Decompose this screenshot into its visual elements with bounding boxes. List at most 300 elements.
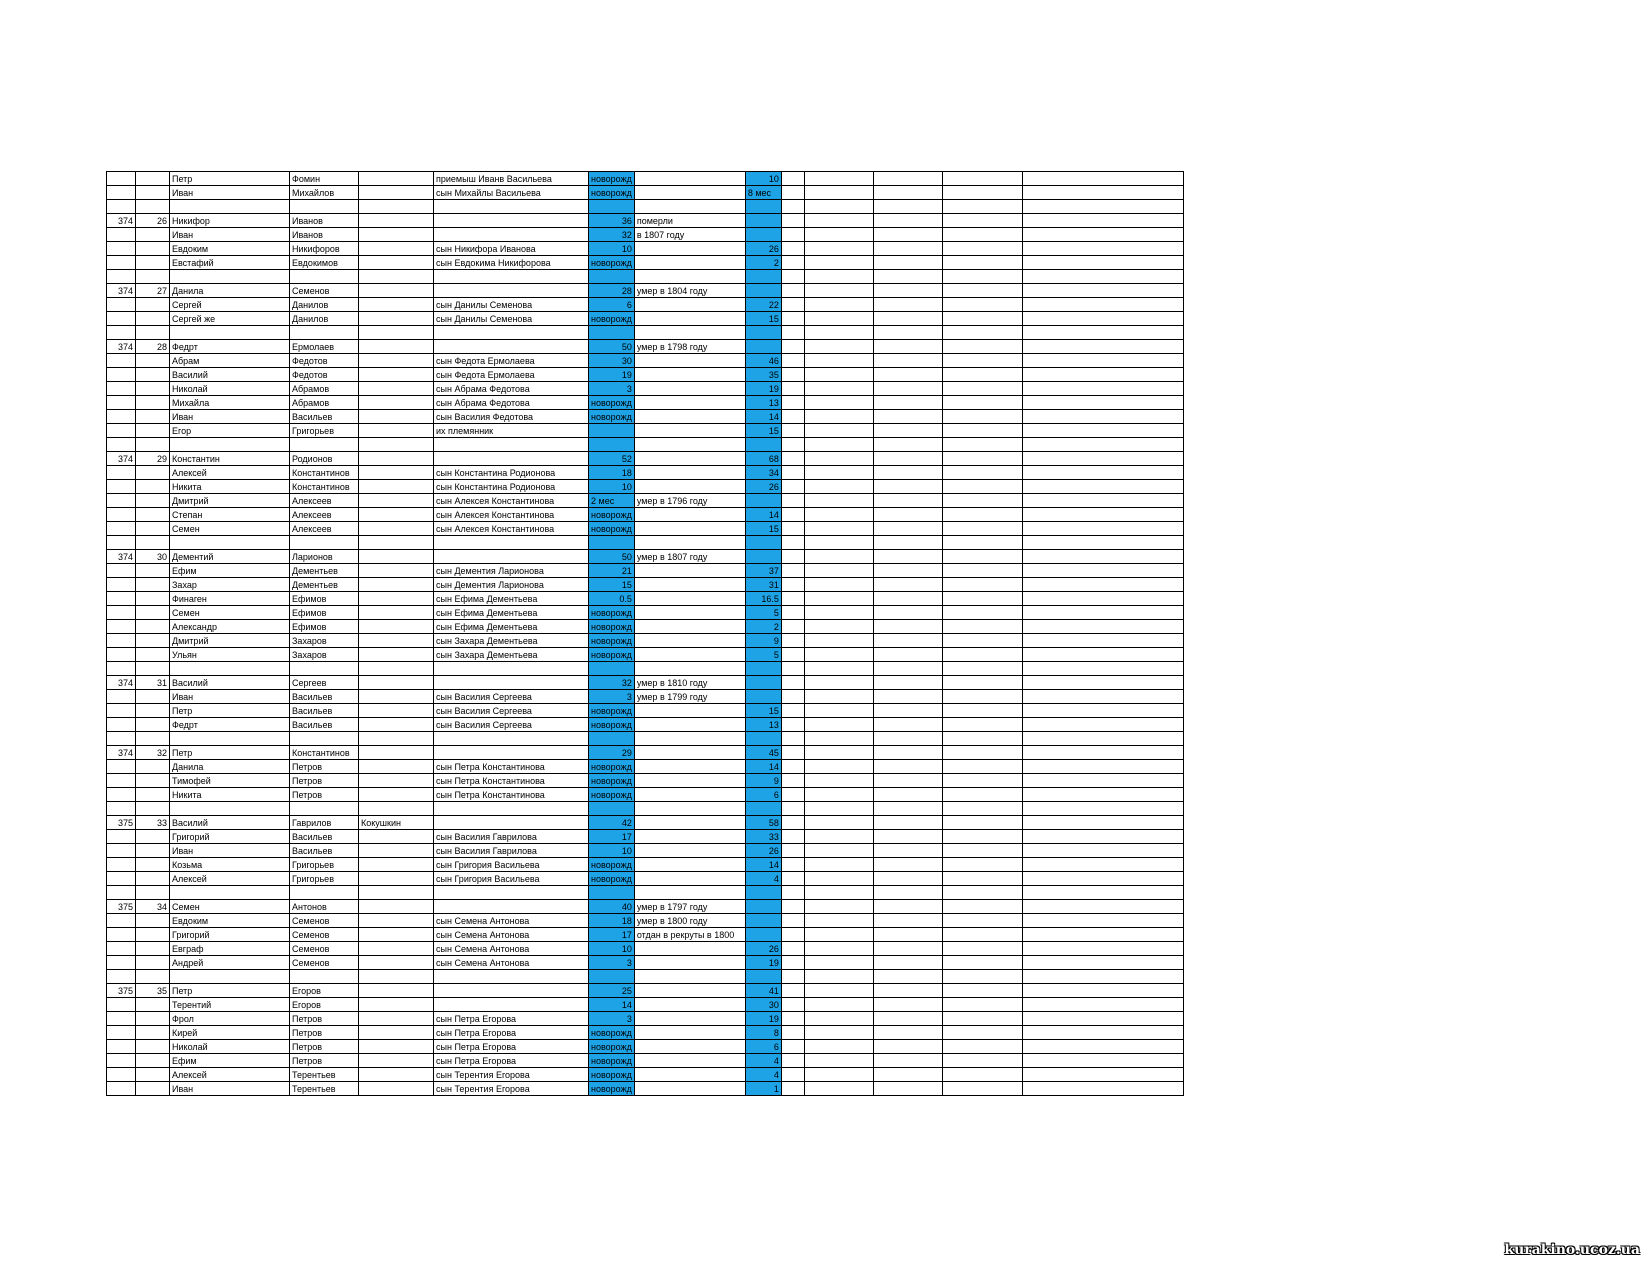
age-1811-cell <box>745 760 781 774</box>
cell-text: 374 <box>117 551 133 562</box>
table-row <box>107 368 1184 382</box>
cell-text: сын Захара Дементьева <box>436 635 538 646</box>
empty-cell <box>873 200 942 214</box>
relation-cell <box>434 298 589 312</box>
empty-cell <box>1022 186 1183 200</box>
cell-text: 10 <box>621 943 632 954</box>
age-1795-cell <box>589 214 635 228</box>
cell-text: 375 <box>117 817 133 828</box>
household-number-cell <box>136 382 170 396</box>
empty-cell <box>1022 802 1183 816</box>
cell-text: Константинов <box>292 481 350 492</box>
note-cell <box>634 746 745 760</box>
household-number-cell <box>136 242 170 256</box>
age-1795-cell <box>589 536 635 550</box>
empty-cell <box>942 550 1022 564</box>
surname-cell <box>359 788 434 802</box>
cell-text: 10 <box>621 845 632 856</box>
cell-text: сын Петра Константинова <box>436 775 545 786</box>
first-name-cell <box>170 326 290 340</box>
age-1811-cell <box>745 970 781 984</box>
surname-cell <box>359 830 434 844</box>
empty-cell <box>1022 256 1183 270</box>
note-cell <box>634 424 745 438</box>
surname-cell <box>359 704 434 718</box>
first-name-cell <box>170 242 290 256</box>
cell-text: Абрам <box>172 355 200 366</box>
empty-cell <box>781 424 804 438</box>
age-1811-cell <box>745 942 781 956</box>
cell-text: 16.5 <box>761 593 779 604</box>
empty-cell <box>942 788 1022 802</box>
empty-cell <box>942 592 1022 606</box>
empty-cell <box>873 382 942 396</box>
age-1795-cell <box>589 746 635 760</box>
first-name-cell <box>170 998 290 1012</box>
empty-cell <box>1022 592 1183 606</box>
relation-cell <box>434 186 589 200</box>
empty-cell <box>942 704 1022 718</box>
empty-cell <box>804 620 873 634</box>
cell-text: Захаров <box>292 649 327 660</box>
table-row <box>107 998 1184 1012</box>
patronymic-cell <box>290 340 359 354</box>
cell-text: Антонов <box>292 901 327 912</box>
cell-text: Иванов <box>292 229 323 240</box>
cell-text: 40 <box>621 901 632 912</box>
patronymic-cell <box>290 620 359 634</box>
empty-cell <box>942 746 1022 760</box>
empty-cell <box>873 298 942 312</box>
surname-cell <box>359 424 434 438</box>
relation-cell <box>434 270 589 284</box>
household-number-cell <box>136 802 170 816</box>
cell-text: Николай <box>172 1041 208 1052</box>
cell-text: Дементьев <box>292 579 338 590</box>
cell-text: 374 <box>117 677 133 688</box>
relation-cell <box>434 452 589 466</box>
cell-text: новорожд <box>591 1083 632 1094</box>
cell-text: 2 мес <box>591 495 615 506</box>
page-cell <box>107 760 136 774</box>
cell-text: Абрамов <box>292 383 330 394</box>
note-cell <box>634 718 745 732</box>
empty-cell <box>804 984 873 998</box>
cell-text: 21 <box>621 565 632 576</box>
empty-cell <box>804 284 873 298</box>
relation-cell <box>434 788 589 802</box>
empty-cell <box>942 956 1022 970</box>
surname-cell <box>359 1012 434 1026</box>
surname-cell <box>359 186 434 200</box>
table-row <box>107 578 1184 592</box>
first-name-cell <box>170 186 290 200</box>
empty-cell <box>942 508 1022 522</box>
cell-text: Кокушкин <box>361 817 401 828</box>
table-row <box>107 634 1184 648</box>
household-number-cell <box>136 1012 170 1026</box>
cell-text: 58 <box>768 817 779 828</box>
patronymic-cell <box>290 186 359 200</box>
note-cell <box>634 1054 745 1068</box>
age-1795-cell <box>589 760 635 774</box>
empty-cell <box>1022 312 1183 326</box>
surname-cell <box>359 494 434 508</box>
empty-cell <box>1022 662 1183 676</box>
empty-cell <box>942 648 1022 662</box>
empty-cell <box>804 522 873 536</box>
empty-cell <box>942 410 1022 424</box>
age-1811-cell <box>745 746 781 760</box>
page-cell <box>107 368 136 382</box>
cell-text: сын Петра Егорова <box>436 1013 517 1024</box>
patronymic-cell <box>290 494 359 508</box>
cell-text: 28 <box>621 285 632 296</box>
cell-text: сын Евдокима Никифорова <box>436 257 551 268</box>
empty-cell <box>942 186 1022 200</box>
household-number-cell <box>136 928 170 942</box>
cell-text: сын Алексея Константинова <box>436 509 555 520</box>
page-cell <box>107 606 136 620</box>
empty-cell <box>942 1026 1022 1040</box>
empty-cell <box>942 438 1022 452</box>
household-number-cell <box>136 942 170 956</box>
patronymic-cell <box>290 564 359 578</box>
page-cell <box>107 816 136 830</box>
empty-cell <box>781 648 804 662</box>
page-cell <box>107 900 136 914</box>
patronymic-cell <box>290 396 359 410</box>
cell-text: новорожд <box>591 1069 632 1080</box>
cell-text: сын Федота Ермолаева <box>436 369 535 380</box>
table-row <box>107 662 1184 676</box>
empty-cell <box>1022 466 1183 480</box>
empty-cell <box>1022 536 1183 550</box>
empty-cell <box>1022 634 1183 648</box>
relation-cell <box>434 648 589 662</box>
age-1811-cell <box>745 494 781 508</box>
cell-text: Петров <box>292 761 323 772</box>
page-cell <box>107 1040 136 1054</box>
table-row <box>107 242 1184 256</box>
empty-cell <box>873 956 942 970</box>
table-row <box>107 550 1184 564</box>
page-cell <box>107 354 136 368</box>
surname-cell <box>359 298 434 312</box>
patronymic-cell <box>290 690 359 704</box>
empty-cell <box>873 438 942 452</box>
age-1795-cell <box>589 704 635 718</box>
age-1795-cell <box>589 256 635 270</box>
empty-cell <box>942 354 1022 368</box>
patronymic-cell <box>290 830 359 844</box>
age-1795-cell <box>589 270 635 284</box>
cell-text: Петр <box>172 747 193 758</box>
page-cell <box>107 298 136 312</box>
household-number-cell <box>136 592 170 606</box>
empty-cell <box>1022 242 1183 256</box>
patronymic-cell <box>290 298 359 312</box>
table-row <box>107 942 1184 956</box>
first-name-cell <box>170 396 290 410</box>
table-row <box>107 1026 1184 1040</box>
cell-text: сын Петра Егорова <box>436 1027 517 1038</box>
page-cell <box>107 998 136 1012</box>
surname-cell <box>359 326 434 340</box>
relation-cell <box>434 830 589 844</box>
page-cell <box>107 284 136 298</box>
age-1811-cell <box>745 550 781 564</box>
cell-text: 37 <box>768 565 779 576</box>
empty-cell <box>1022 578 1183 592</box>
note-cell <box>634 200 745 214</box>
first-name-cell <box>170 354 290 368</box>
cell-text: Фрол <box>172 1013 194 1024</box>
surname-cell <box>359 970 434 984</box>
cell-text: 26 <box>768 243 779 254</box>
patronymic-cell <box>290 508 359 522</box>
age-1811-cell <box>745 858 781 872</box>
page-cell <box>107 424 136 438</box>
cell-text: 4 <box>773 873 779 884</box>
patronymic-cell <box>290 676 359 690</box>
cell-text: Константин <box>172 453 220 464</box>
first-name-cell <box>170 424 290 438</box>
empty-cell <box>873 984 942 998</box>
table-row <box>107 228 1184 242</box>
page-cell <box>107 830 136 844</box>
empty-cell <box>1022 844 1183 858</box>
cell-text: 14 <box>768 859 779 870</box>
cell-text: 8 мес <box>747 187 772 198</box>
age-1795-cell <box>589 620 635 634</box>
age-1811-cell <box>745 1012 781 1026</box>
empty-cell <box>942 676 1022 690</box>
first-name-cell <box>170 746 290 760</box>
note-cell <box>634 1082 745 1096</box>
empty-cell <box>1022 606 1183 620</box>
empty-cell <box>804 382 873 396</box>
first-name-cell <box>170 340 290 354</box>
empty-cell <box>873 942 942 956</box>
empty-cell <box>1022 228 1183 242</box>
cell-text: Александр <box>172 621 218 632</box>
age-1795-cell <box>589 984 635 998</box>
empty-cell <box>1022 1082 1183 1096</box>
empty-cell <box>873 270 942 284</box>
cell-text: Терентьев <box>292 1069 336 1080</box>
relation-cell <box>434 606 589 620</box>
age-1811-cell <box>745 816 781 830</box>
table-row <box>107 256 1184 270</box>
cell-text: 41 <box>768 985 779 996</box>
surname-cell <box>359 522 434 536</box>
note-cell <box>634 858 745 872</box>
empty-cell <box>781 606 804 620</box>
patronymic-cell <box>290 1054 359 1068</box>
relation-cell <box>434 326 589 340</box>
household-number-cell <box>136 494 170 508</box>
relation-cell <box>434 942 589 956</box>
note-cell <box>634 466 745 480</box>
table-row <box>107 284 1184 298</box>
first-name-cell <box>170 564 290 578</box>
patronymic-cell <box>290 480 359 494</box>
cell-text: 35 <box>768 369 779 380</box>
cell-text: Иванов <box>292 215 323 226</box>
cell-text: 3 <box>626 1013 632 1024</box>
patronymic-cell <box>290 858 359 872</box>
cell-text: 18 <box>621 467 632 478</box>
empty-cell <box>873 312 942 326</box>
surname-cell <box>359 760 434 774</box>
empty-cell <box>873 746 942 760</box>
cell-text: сын Семена Антонова <box>436 943 530 954</box>
age-1795-cell <box>589 970 635 984</box>
cell-text: Алексей <box>172 467 207 478</box>
note-cell <box>634 1012 745 1026</box>
patronymic-cell <box>290 914 359 928</box>
page-cell <box>107 508 136 522</box>
cell-text: Иван <box>172 845 194 856</box>
household-number-cell <box>136 536 170 550</box>
note-cell <box>634 354 745 368</box>
age-1811-cell <box>745 914 781 928</box>
cell-text: Константинов <box>292 467 350 478</box>
cell-text: 32 <box>156 747 167 758</box>
cell-text: Михайлов <box>292 187 335 198</box>
first-name-cell <box>170 466 290 480</box>
note-cell <box>634 368 745 382</box>
page-cell <box>107 396 136 410</box>
empty-cell <box>873 662 942 676</box>
age-1811-cell <box>745 844 781 858</box>
empty-cell <box>804 494 873 508</box>
age-1795-cell <box>589 1054 635 1068</box>
first-name-cell <box>170 298 290 312</box>
patronymic-cell <box>290 466 359 480</box>
empty-cell <box>873 592 942 606</box>
empty-cell <box>942 480 1022 494</box>
note-cell <box>634 284 745 298</box>
empty-cell <box>942 466 1022 480</box>
surname-cell <box>359 956 434 970</box>
cell-text: Васильев <box>292 845 333 856</box>
cell-text: 45 <box>768 747 779 758</box>
cell-text: новорожд <box>591 257 632 268</box>
cell-text: 5 <box>773 607 779 618</box>
cell-text: новорожд <box>591 187 632 198</box>
table-row <box>107 858 1184 872</box>
empty-cell <box>804 340 873 354</box>
empty-cell <box>804 914 873 928</box>
note-cell <box>634 942 745 956</box>
empty-cell <box>781 858 804 872</box>
age-1795-cell <box>589 368 635 382</box>
empty-cell <box>1022 676 1183 690</box>
surname-cell <box>359 578 434 592</box>
age-1811-cell <box>745 984 781 998</box>
cell-text: 15 <box>768 313 779 324</box>
table-row <box>107 382 1184 396</box>
relation-cell <box>434 536 589 550</box>
cell-text: 14 <box>768 761 779 772</box>
surname-cell <box>359 662 434 676</box>
surname-cell <box>359 886 434 900</box>
age-1811-cell <box>745 424 781 438</box>
cell-text: Егор <box>172 425 192 436</box>
age-1811-cell <box>745 928 781 942</box>
age-1795-cell <box>589 424 635 438</box>
page-cell <box>107 438 136 452</box>
empty-cell <box>873 452 942 466</box>
empty-cell <box>1022 368 1183 382</box>
empty-cell <box>804 970 873 984</box>
cell-text: Данила <box>172 761 204 772</box>
page-cell <box>107 242 136 256</box>
relation-cell <box>434 508 589 522</box>
relation-cell <box>434 1082 589 1096</box>
cell-text: сын Алексея Константинова <box>436 495 555 506</box>
age-1811-cell <box>745 340 781 354</box>
page-cell <box>107 1068 136 1082</box>
empty-cell <box>873 788 942 802</box>
empty-cell <box>942 690 1022 704</box>
patronymic-cell <box>290 228 359 242</box>
household-number-cell <box>136 1054 170 1068</box>
empty-cell <box>804 606 873 620</box>
age-1795-cell <box>589 242 635 256</box>
surname-cell <box>359 340 434 354</box>
table-row <box>107 522 1184 536</box>
empty-cell <box>804 186 873 200</box>
cell-text: Сергеев <box>292 677 327 688</box>
age-1795-cell <box>589 844 635 858</box>
cell-text: 6 <box>626 299 632 310</box>
relation-cell <box>434 802 589 816</box>
page-cell <box>107 270 136 284</box>
surname-cell <box>359 718 434 732</box>
surname-cell <box>359 1040 434 1054</box>
age-1811-cell <box>745 1068 781 1082</box>
cell-text: Константинов <box>292 747 350 758</box>
empty-cell <box>804 718 873 732</box>
relation-cell <box>434 172 589 186</box>
empty-cell <box>781 214 804 228</box>
table-body <box>107 172 1184 1096</box>
cell-text: новорожд <box>591 873 632 884</box>
cell-text: Евдокимов <box>292 257 338 268</box>
cell-text: 46 <box>768 355 779 366</box>
empty-cell <box>804 242 873 256</box>
empty-cell <box>1022 564 1183 578</box>
page-cell <box>107 858 136 872</box>
page-cell <box>107 928 136 942</box>
cell-text: Сергей же <box>172 313 216 324</box>
household-number-cell <box>136 270 170 284</box>
empty-cell <box>1022 410 1183 424</box>
empty-cell <box>1022 704 1183 718</box>
empty-cell <box>804 704 873 718</box>
table-row <box>107 690 1184 704</box>
table-row <box>107 984 1184 998</box>
note-cell <box>634 984 745 998</box>
cell-text: Федотов <box>292 369 328 380</box>
empty-cell <box>804 844 873 858</box>
empty-cell <box>942 382 1022 396</box>
table-row <box>107 830 1184 844</box>
note-cell <box>634 536 745 550</box>
